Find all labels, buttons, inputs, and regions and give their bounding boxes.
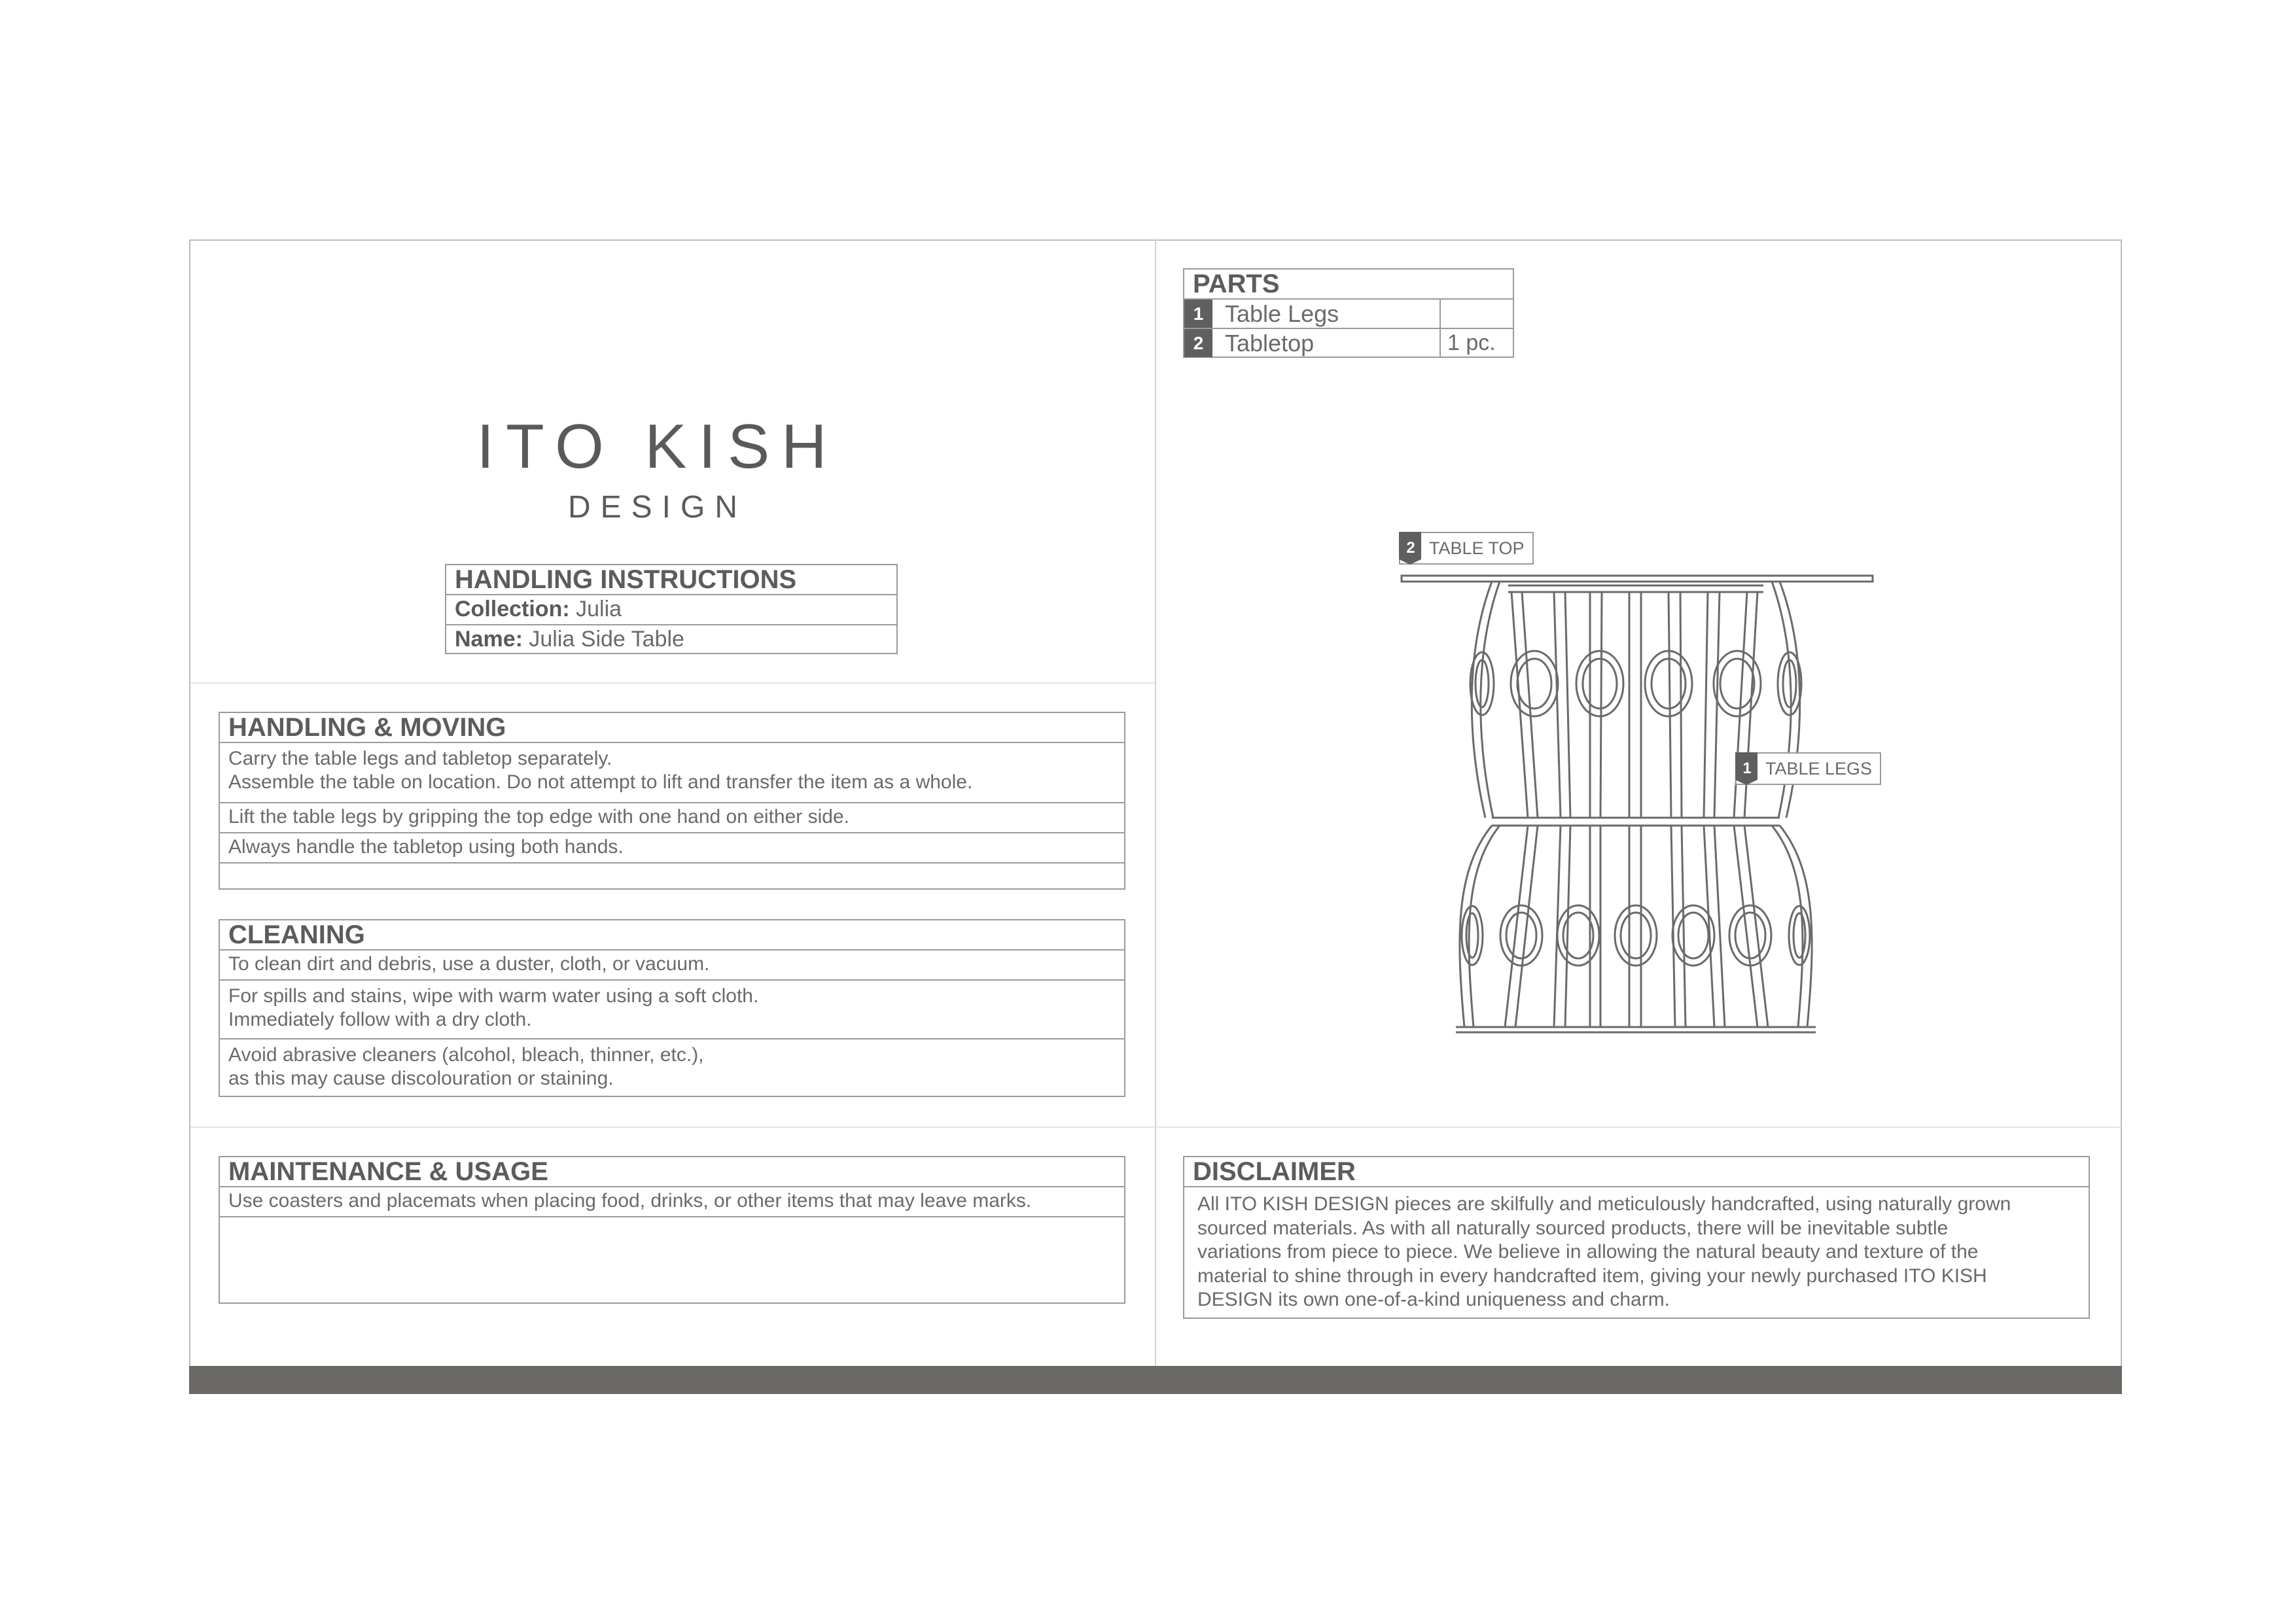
cleaning-row: To clean dirt and debris, use a duster, cloth, or vacuum. bbox=[220, 949, 1124, 979]
cleaning-line: For spills and stains, wipe with warm water using a soft cloth. bbox=[228, 985, 759, 1007]
collection-row bbox=[446, 594, 896, 624]
handling-row: Always handle the tabletop using both hands. bbox=[220, 832, 1124, 862]
tag-number: 2 bbox=[1406, 539, 1415, 557]
handling-empty-row bbox=[220, 862, 1124, 890]
disclaimer-line: All ITO KISH DESIGN pieces are skilfully and meticulously handcrafted, using naturally grown bbox=[1197, 1193, 2011, 1215]
info-box bbox=[445, 564, 898, 654]
maintenance-title: MAINTENANCE & USAGE bbox=[228, 1157, 548, 1186]
leg-outline bbox=[1460, 826, 1492, 1027]
cleaning-section bbox=[219, 919, 1125, 1097]
part-name: Table Legs bbox=[1225, 300, 1339, 327]
disclaimer-body bbox=[1184, 1186, 2089, 1319]
tag-number: 1 bbox=[1742, 759, 1752, 777]
parts-title: PARTS bbox=[1193, 270, 1280, 298]
disclaimer-line: DESIGN its own one-of-a-kind uniqueness and charm. bbox=[1197, 1289, 1670, 1310]
name-value: Julia Side Table bbox=[529, 627, 684, 652]
center-divider bbox=[1155, 239, 1156, 1366]
disclaimer-line: material to shine through in every handcrafted item, giving your newly purchased ITO KISH bbox=[1197, 1265, 1987, 1287]
lower-bars bbox=[1505, 826, 1768, 1027]
base-ring bbox=[1456, 1027, 1816, 1032]
handling-title: HANDLING & MOVING bbox=[228, 713, 506, 742]
waist-band bbox=[1492, 818, 1780, 826]
part-qty bbox=[1439, 300, 1513, 328]
handling-section bbox=[219, 712, 1125, 890]
footer-bar bbox=[189, 1366, 2122, 1394]
disclaimer-section bbox=[1183, 1156, 2090, 1319]
tag-text: TABLE TOP bbox=[1429, 538, 1525, 558]
cleaning-line: Immediately follow with a dry cloth. bbox=[228, 1009, 532, 1030]
cleaning-row bbox=[220, 1038, 1124, 1097]
name-row bbox=[446, 624, 896, 654]
brand-logo: ITO KISH bbox=[476, 411, 839, 481]
maintenance-section bbox=[219, 1156, 1125, 1304]
maintenance-row: Use coasters and placemats when placing food, drinks, or other items that may leave marks. bbox=[220, 1186, 1124, 1216]
cleaning-row bbox=[220, 979, 1124, 1038]
disclaimer-line: sourced materials. As with all naturally sourced products, there will be inevitable subtle bbox=[1197, 1217, 1949, 1239]
collection-value: Julia bbox=[576, 597, 622, 621]
bottom-divider bbox=[190, 1126, 2121, 1128]
part-number-badge: 2 bbox=[1184, 329, 1212, 357]
parts-row bbox=[1184, 298, 1513, 328]
tag-text: TABLE LEGS bbox=[1765, 759, 1873, 778]
cleaning-title: CLEANING bbox=[228, 920, 365, 949]
collection-label: Collection: bbox=[455, 597, 570, 621]
table-top-label bbox=[1399, 532, 1534, 565]
cleaning-line: as this may cause discolouration or staining. bbox=[228, 1068, 614, 1089]
leg-outline bbox=[1481, 582, 1500, 818]
tabletop-outline bbox=[1402, 576, 1873, 582]
name-label: Name: bbox=[455, 627, 523, 652]
parts-table bbox=[1183, 268, 1514, 358]
handling-row: Lift the table legs by gripping the top edge with one hand on either side. bbox=[220, 802, 1124, 832]
leg-outline bbox=[1780, 826, 1812, 1027]
disclaimer-title: DISCLAIMER bbox=[1193, 1157, 1356, 1186]
cleaning-line: Avoid abrasive cleaners (alcohol, bleach, thinner, etc.), bbox=[228, 1044, 704, 1066]
handling-line: Assemble the table on location. Do not attempt to lift and transfer the item as a whole. bbox=[228, 771, 973, 793]
maintenance-empty-row bbox=[220, 1216, 1124, 1304]
left-divider-top bbox=[190, 682, 1155, 684]
disclaimer-line: variations from piece to piece. We believe in allowing the natural beauty and texture of the bbox=[1197, 1241, 1979, 1263]
part-number-badge: 1 bbox=[1184, 300, 1212, 328]
parts-row bbox=[1184, 328, 1513, 357]
part-name: Tabletop bbox=[1225, 330, 1315, 357]
table-legs-label bbox=[1735, 752, 1881, 785]
handling-line: Carry the table legs and tabletop separately. bbox=[228, 748, 612, 769]
handling-row bbox=[220, 742, 1124, 802]
table-drawing bbox=[1394, 569, 1884, 1047]
part-qty: 1 pc. bbox=[1439, 329, 1513, 357]
brand-subtitle: DESIGN bbox=[567, 490, 748, 525]
info-title: HANDLING INSTRUCTIONS bbox=[455, 565, 797, 594]
